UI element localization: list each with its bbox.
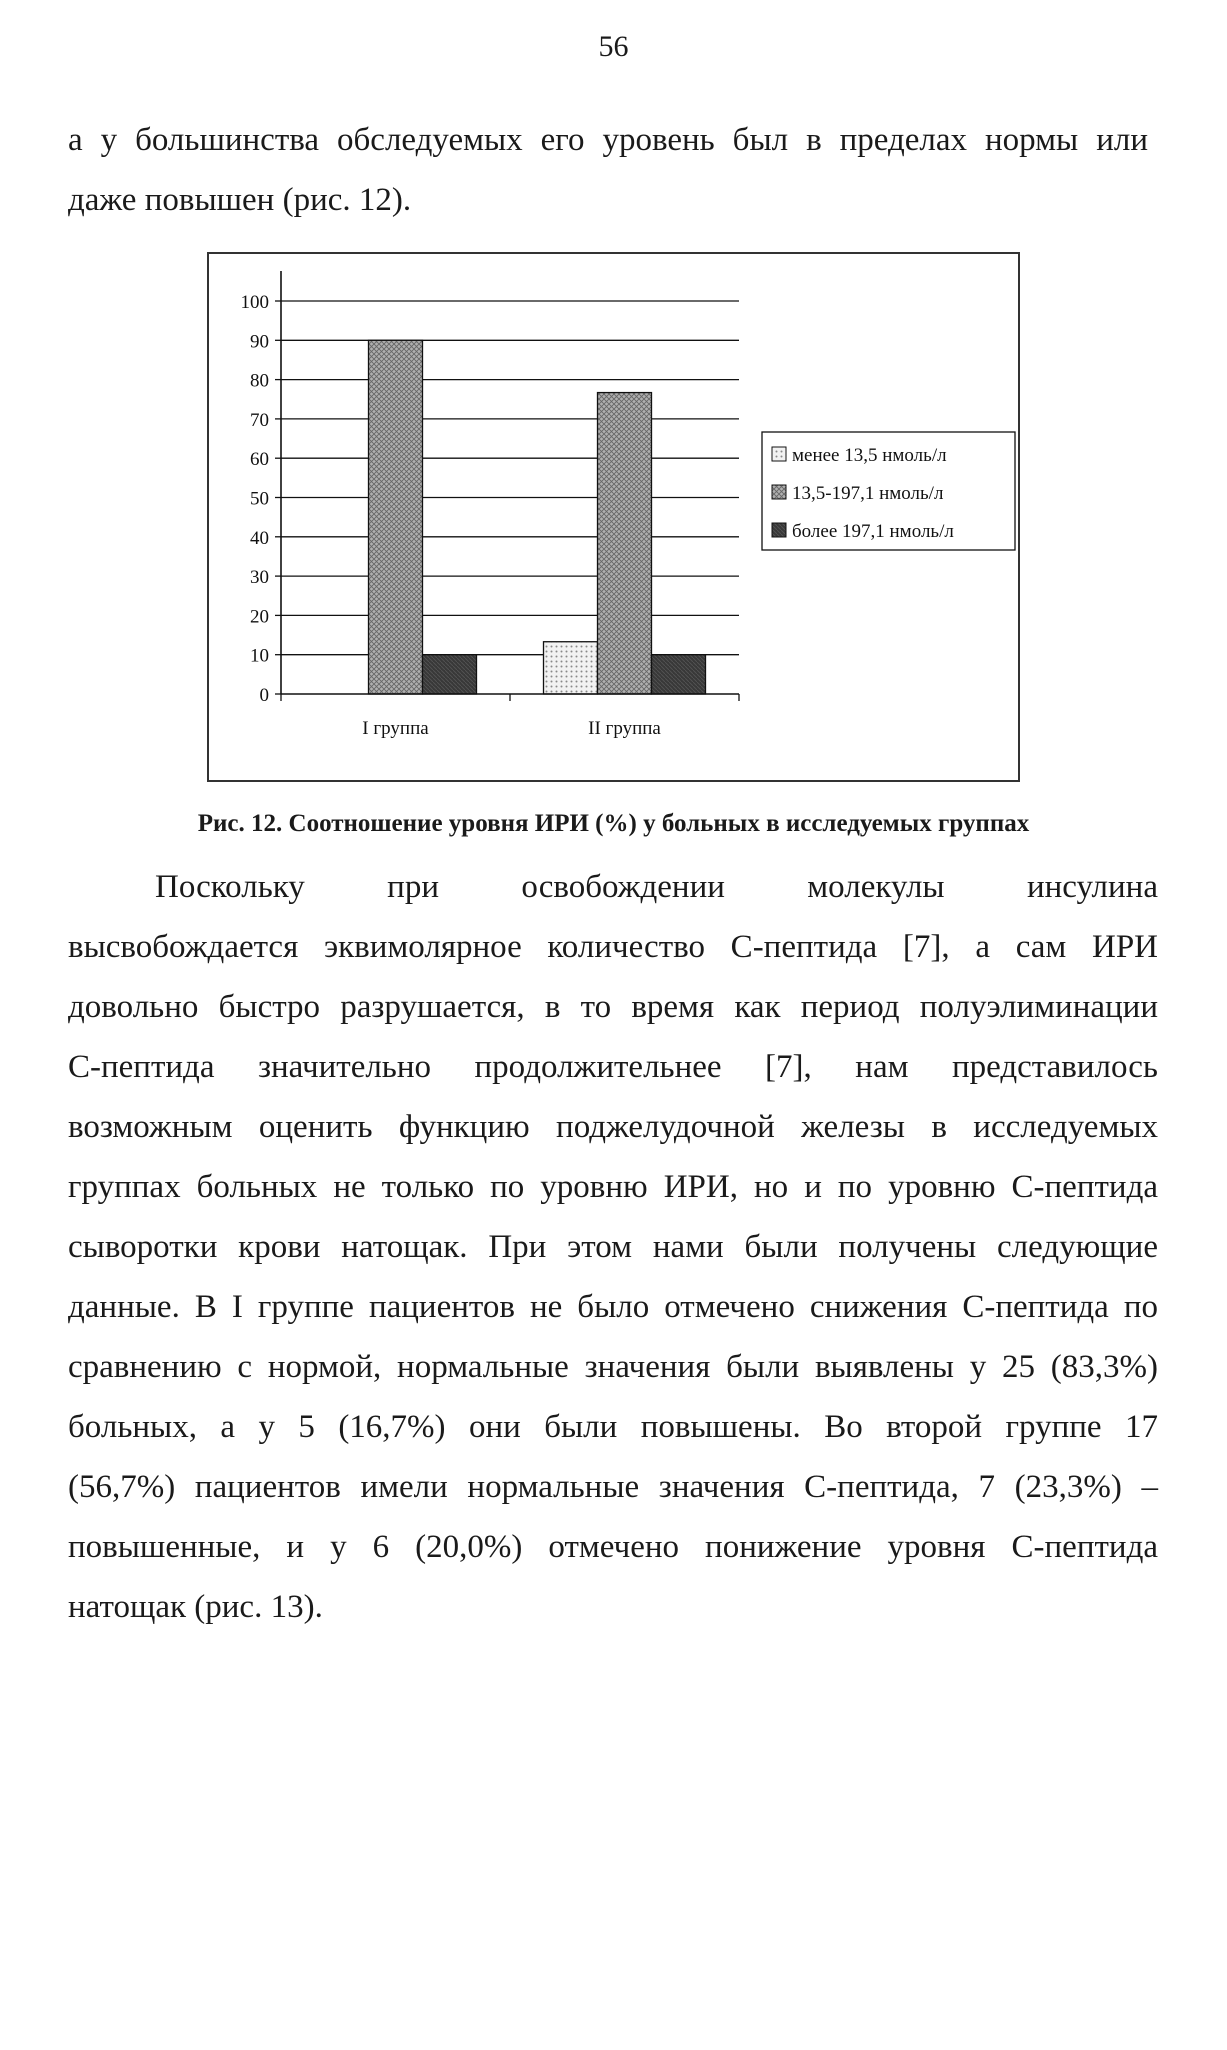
- paragraph-line: повышенные, и у 6 (20,0%) отмечено понижение уровня С-пептида: [68, 1529, 1158, 1565]
- y-tick-label: 90: [250, 331, 269, 353]
- bar-2-1: [369, 340, 423, 694]
- y-tick-label: 50: [250, 488, 269, 510]
- paragraph-line: высвобождается эквимолярное количество С-пептида [7], а сам ИРИ: [68, 929, 1158, 965]
- bar-1-2: [544, 642, 598, 694]
- y-tick-label: 30: [250, 567, 269, 589]
- y-tick-label: 60: [250, 449, 269, 471]
- intro-line: даже повышен (рис. 12).: [68, 182, 412, 218]
- paragraph-line: натощак (рис. 13).: [68, 1589, 323, 1625]
- main-paragraph: [68, 857, 1158, 1637]
- x-tick-label: I группа: [362, 718, 429, 739]
- legend-swatch: [772, 485, 786, 499]
- y-tick-label: 70: [250, 409, 269, 431]
- legend-swatch: [772, 447, 786, 461]
- paragraph-line: довольно быстро разрушается, в то время как период полуэлиминации: [68, 989, 1158, 1025]
- intro-line: а у большинства обследуемых его уровень был в пределах нормы или: [68, 122, 1148, 158]
- y-tick-label: 100: [240, 292, 269, 313]
- figure-caption: Рис. 12. Соотношение уровня ИРИ (%) у больных в исследуемых группах: [197, 810, 1030, 837]
- legend-label: более 197,1 нмоль/л: [792, 521, 954, 542]
- legend-label: 13,5-197,1 нмоль/л: [792, 483, 944, 504]
- y-tick-label: 10: [250, 645, 269, 667]
- paragraph-line: сравнению с нормой, нормальные значения были выявлены у 25 (83,3%): [68, 1349, 1158, 1385]
- y-tick-label: 0: [259, 685, 269, 706]
- figure-12-chart: [207, 252, 1020, 782]
- bar-chart-svg: [209, 254, 1018, 780]
- bar-2-2: [598, 393, 652, 694]
- paragraph-line: группах больных не только по уровню ИРИ, но и по уровню С-пептида: [68, 1169, 1158, 1205]
- x-tick-label: II группа: [588, 718, 661, 739]
- paragraph-line: (56,7%) пациентов имели нормальные значения С-пептида, 7 (23,3%) –: [68, 1469, 1158, 1505]
- paragraph-line: сыворотки крови натощак. При этом нами были получены следующие: [68, 1229, 1158, 1265]
- paragraph-line: С-пептида значительно продолжительнее [7], нам представилось: [68, 1049, 1158, 1085]
- y-tick-label: 80: [250, 370, 269, 392]
- legend-swatch: [772, 523, 786, 537]
- y-tick-label: 20: [250, 606, 269, 628]
- bar-3-2: [652, 655, 706, 694]
- bar-3-1: [423, 655, 477, 694]
- paragraph-line: Поскольку при освобождении молекулы инсулина: [155, 869, 1158, 905]
- paragraph-line: данные. В I группе пациентов не было отмечено снижения С-пептида по: [68, 1289, 1158, 1325]
- paragraph-line: больных, а у 5 (16,7%) они были повышены. Во второй группе 17: [68, 1409, 1158, 1445]
- page-number: 56: [598, 30, 629, 63]
- y-tick-label: 40: [250, 527, 269, 549]
- paragraph-line: возможным оценить функцию поджелудочной железы в исследуемых: [68, 1109, 1158, 1145]
- legend-label: менее 13,5 нмоль/л: [792, 445, 947, 466]
